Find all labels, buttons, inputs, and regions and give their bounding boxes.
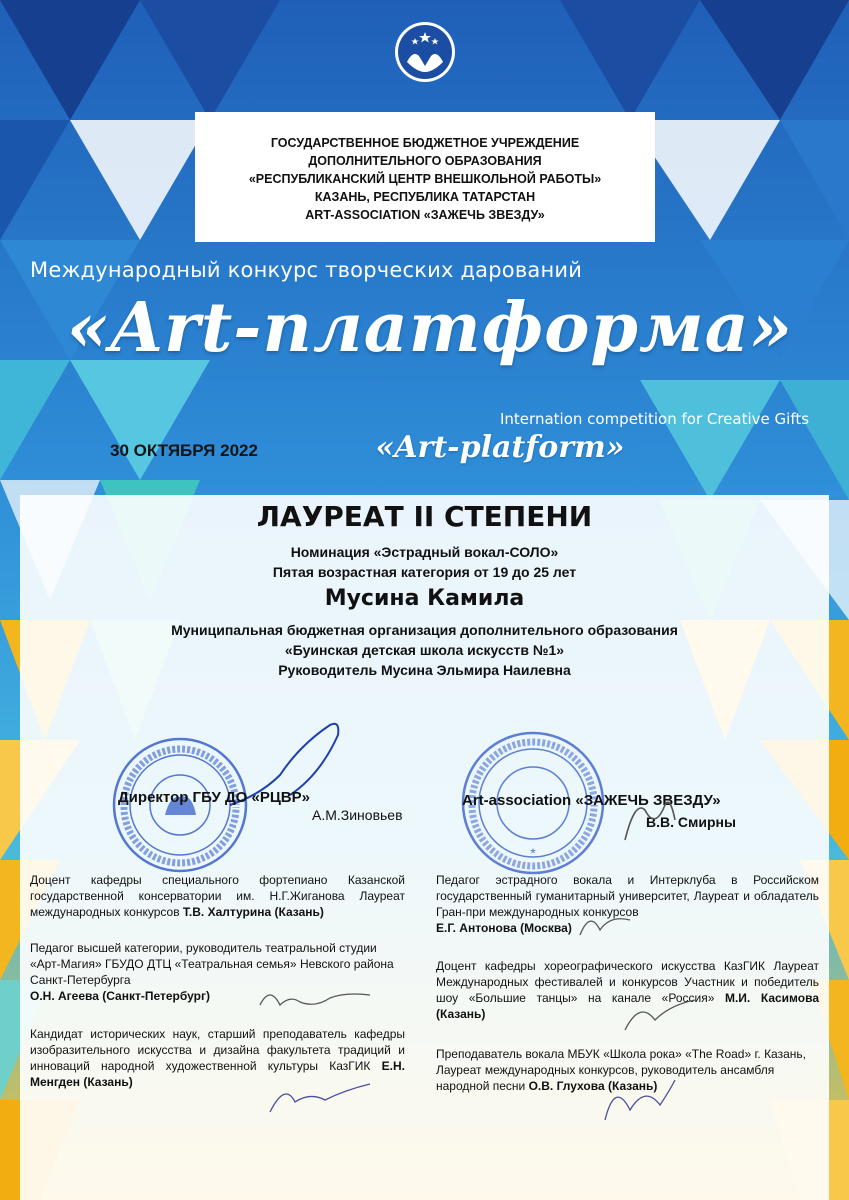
nomination: Номинация «Эстрадный вокал-СОЛО» xyxy=(290,544,559,560)
header-line-4: КАЗАНЬ, РЕСПУБЛИКА ТАТАРСТАН xyxy=(314,190,536,204)
contest-english-title: «Art-platform» xyxy=(375,430,625,465)
jury-2-text: Педагог высшей категории, руководитель театральной студии «Арт-Магия» ГБУДО ДТЦ «Театральная семья» Невского района Санкт-Петербурга xyxy=(30,941,394,987)
right-signer-name: В.В. Смирны xyxy=(646,814,736,830)
right-signer-title: Art-association «ЗАЖЕЧЬ ЗВЕЗДУ» xyxy=(462,792,721,809)
header-line-5: ART-ASSOCIATION «ЗАЖЕЧЬ ЗВЕЗДУ» xyxy=(305,208,545,222)
right-signature xyxy=(615,790,685,850)
jury-3-signature xyxy=(265,1072,375,1122)
jury-6-signature xyxy=(600,1070,680,1130)
jury-member-1 xyxy=(30,872,405,920)
header-line-2: ДОПОЛНИТЕЛЬНОГО ОБРАЗОВАНИЯ xyxy=(308,154,542,168)
organization-line-2: «Буинская детская школа искусств №1» xyxy=(284,642,565,658)
participant-name: Мусина Камила xyxy=(324,586,525,611)
jury-6-name: О.В. Глухова (Казань) xyxy=(528,1079,658,1093)
organization-line-1: Муниципальная бюджетная организация дополнительного образования xyxy=(171,622,678,638)
jury-5-text: Доцент кафедры хореографического искусства КазГИК Лауреат Международных фестивалей и конкурсов Участник и победитель шоу «Большие танцы» на канале «Россия» xyxy=(436,959,819,1005)
header-line-3: «РЕСПУБЛИКАНСКИЙ ЦЕНТР ВНЕШКОЛЬНОЙ РАБОТЫ» xyxy=(248,172,602,186)
jury-5-signature xyxy=(620,990,700,1040)
left-signer-name: А.М.Зиновьев xyxy=(312,807,403,823)
jury-2-name: О.Н. Агеева (Санкт-Петербург) xyxy=(30,989,210,1003)
award-title: ЛАУРЕАТ II СТЕПЕНИ xyxy=(256,500,593,533)
event-date: 30 ОКТЯБРЯ 2022 xyxy=(110,441,258,460)
jury-5-name: М.И. Касимова (Казань) xyxy=(436,991,819,1021)
jury-3-text: Кандидат исторических наук, старший преподаватель кафедры изобразительного искусства и дизайна факультета традиций и инноваций народной художественной культуры КазГИК xyxy=(30,1027,405,1073)
contest-subtitle: Международный конкурс творческих дарований xyxy=(30,258,583,282)
jury-6-text: Преподаватель вокала МБУК «Школа рока» «The Road» г. Казань, Лауреат международных конкурсов, руководитель ансамбля народной песни xyxy=(436,1047,806,1093)
jury-4-name: Е.Г. Антонова (Москва) xyxy=(436,921,572,935)
jury-1-text: Доцент кафедры специального фортепиано Казанской государственной консерватории им. Н.Г.Жиганова Лауреат международных конкурсов xyxy=(30,873,405,919)
contest-english-subtitle: Internation competition for Creative Gifts xyxy=(500,410,810,428)
jury-4-signature xyxy=(575,905,635,945)
contest-title: «Art-платформа» xyxy=(66,288,794,368)
svg-text:*: * xyxy=(530,845,536,861)
hands-with-stars-logo-icon xyxy=(383,10,467,94)
teacher: Руководитель Мусина Эльмира Наилевна xyxy=(278,662,571,678)
left-signer-title: Директор ГБУ ДО «РЦВР» xyxy=(118,789,310,806)
age-category: Пятая возрастная категория от 19 до 25 лет xyxy=(272,564,577,580)
jury-2-signature xyxy=(255,980,375,1020)
jury-3-name: Е.Н. Менгден (Казань) xyxy=(30,1059,405,1089)
jury-4-text: Педагог эстрадного вокала и Интерклуба в Российском государственный гуманитарный университет, Лауреат и обладатель Гран-при международных конкурсов xyxy=(436,873,819,919)
header-line-1: ГОСУДАРСТВЕННОЕ БЮДЖЕТНОЕ УЧРЕЖДЕНИЕ xyxy=(270,136,580,150)
jury-1-name: Т.В. Халтурина (Казань) xyxy=(182,905,324,919)
organizer-header xyxy=(195,112,655,242)
